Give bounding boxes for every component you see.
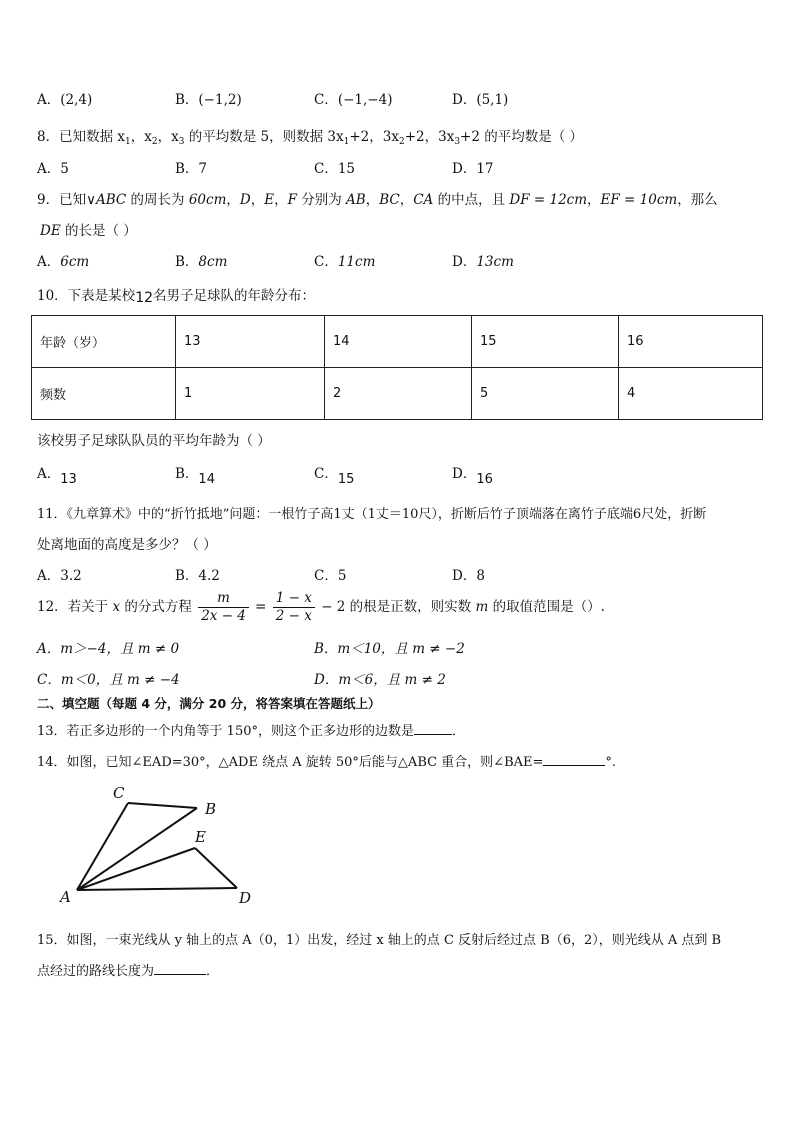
vertex-label-e: E [195,828,206,846]
q10-option-value: 15 [337,472,355,487]
segment-ad [77,888,237,890]
segment-ab [77,808,197,890]
q8-text: +2 的平均数是（ ） [460,129,584,145]
table-row [32,368,763,420]
q9-math: F [287,192,297,208]
q12-text: = [250,599,271,615]
table-cell: 13 [176,316,325,368]
vertex-label-a: A [60,888,71,906]
q9-text: 的周长为 [126,192,189,208]
q9-text: ， [226,192,240,208]
q7-option-d: D．(5,1) [452,92,509,108]
q9-math: 60cm [188,192,227,208]
q12-math: m [475,599,489,615]
q8-text: 的平均数是 5，则数据 3x [184,129,344,145]
age-distribution-table [31,315,763,420]
fraction-denominator: 2 − x [275,608,312,624]
q9-option-label: B． [175,254,199,270]
q9-option-label: D． [452,254,477,270]
q10-option-value: 13 [60,472,77,487]
q12-text: 的分式方程 [120,599,197,615]
q13-text: ． [452,724,466,739]
q9-text: ，那么 [677,192,718,208]
q12-text: − 2 的根是正数，则实数 [316,599,476,615]
q10-number: 12 [135,290,154,306]
q10-option-label: A． [37,466,61,482]
q8-sub: 1 [343,137,350,147]
q9-math: D [239,192,251,208]
q13-question [37,720,465,739]
q10-question: 该校男子足球队队员的平均年龄为（ ） [37,433,271,449]
q7-option-b: B．(−1,2) [175,92,242,108]
q10-intro [37,284,315,306]
q9-text: ， [365,192,380,208]
q10-text: 10．下表是某校 [37,288,136,304]
q12-question [37,590,605,625]
answer-blank [154,962,206,975]
q12-math: x [112,599,121,615]
q8-sub: 1 [125,137,131,147]
q8-text: ，x [157,129,179,145]
q12-option-c: C．m＜0，且 m ≠ −4 [37,672,180,688]
answer-blank [543,753,605,766]
table-cell: 年龄（岁） [32,316,176,368]
q11-option-b: B．4.2 [175,568,220,584]
q8-sub: 3 [454,137,461,147]
q10-option-d [452,462,493,487]
q15-question-line2 [37,960,219,979]
table-cell: 14 [325,316,472,368]
q9-option-b [175,250,227,270]
q9-text: 的长是（ ） [60,223,137,239]
q11-option-a: A．3.2 [37,568,82,584]
q9-math: BC [379,192,400,208]
triangle-figure [55,782,275,907]
q10-option-label: D． [452,466,477,482]
q10-option-c [314,462,355,487]
q15-text: ． [206,964,220,979]
q9-math: E [264,192,275,208]
q14-text: °. [605,755,617,770]
q12-fraction-left [198,590,249,625]
table-row [32,316,763,368]
q9-text: 9．已知 [37,192,87,208]
table-cell: 1 [176,368,325,420]
vertex-label-d: D [239,889,252,907]
q9-option-value: 8cm [198,254,228,270]
q12-option-d: D．m＜6，且 m ≠ 2 [314,672,446,688]
q9-math: EF = 10cm [600,192,678,208]
q9-option-value: 6cm [60,254,90,270]
q10-option-label: B． [175,466,199,482]
q9-question-line1 [37,188,718,208]
q9-option-value: 11cm [337,254,376,270]
q9-math: AB [346,192,366,208]
q8-option-c: C．15 [314,161,356,177]
table-cell: 16 [619,316,763,368]
q11-option-c: C．5 [314,568,347,584]
q8-question [37,125,583,147]
vertex-label-b: B [205,800,217,818]
q9-text: ， [250,192,265,208]
q11-question-line2: 处离地面的高度是多少？（ ） [37,537,217,553]
q9-text: ， [399,192,414,208]
q8-sub: 3 [178,137,185,147]
segment-ed [195,848,237,888]
q11-question-line1: 11．《九章算术》中的“折竹抵地”问题：一根竹子高1丈（1丈＝10尺），折断后竹子顶端落在离竹子底端6尺处，折断 [37,507,707,522]
table-cell: 2 [325,368,472,420]
segment-ae [77,848,195,890]
q10-option-value: 16 [476,472,493,487]
q8-option-b: B．7 [175,161,208,177]
fraction-denominator: 2x − 4 [201,608,246,624]
q9-text: 的中点，且 [433,192,510,208]
q12-text: 的取值范围是（）. [488,599,605,615]
q13-text: 13．若正多边形的一个内角等于 150°，则这个正多边形的边数是 [37,724,414,739]
q10-text: 名男子足球队的年龄分布： [153,288,316,304]
q14-text: 14．如图，已知∠EAD=30°，△ADE 绕点 A 旋转 50°后能与△ABC 重合，则∠BAE= [37,755,544,770]
section-heading: 二、填空题（每题 4 分，满分 20 分，将答案填在答题纸上） [37,696,381,711]
q9-option-label: A． [37,254,61,270]
q9-math: DF = 12cm [509,192,588,208]
q12-option-b: B．m＜10，且 m ≠ −2 [314,641,465,657]
q9-text: ， [587,192,601,208]
table-cell: 4 [619,368,763,420]
q9-math: DE [40,223,61,239]
q9-text: ， [274,192,288,208]
q10-option-label: C． [314,466,338,482]
segment-ac [77,803,128,890]
q8-option-a: A．5 [37,161,69,177]
q8-text: +2，3x [349,129,399,145]
answer-blank [414,722,452,735]
q15-text: 点经过的路线长度为 [37,964,155,979]
fraction-numerator: 1 − x [273,590,315,608]
table-cell: 15 [472,316,619,368]
q12-fraction-right [273,590,315,625]
q9-text: 分别为 [296,192,347,208]
q8-text: ，x [130,129,152,145]
q11-option-d: D．8 [452,568,485,584]
q10-option-value: 14 [198,472,215,487]
q9-math: ∨ABC [86,192,127,208]
q12-text: 12．若关于 [37,599,113,615]
q9-option-label: C． [314,254,338,270]
q10-option-a [37,462,77,487]
q8-text: 8．已知数据 x [37,129,125,145]
q9-option-value: 13cm [476,254,514,270]
q9-math: CA [413,192,434,208]
q8-sub: 2 [151,137,158,147]
q14-question [37,751,616,770]
q15-question-line1: 15．如图，一束光线从 y 轴上的点 A（0，1）出发，经过 x 轴上的点 C 反射后经过点 B（6，2），则光线从 A 点到 B [37,933,722,948]
vertex-label-c: C [113,784,125,802]
q8-sub: 2 [398,137,405,147]
q7-option-c: C．(−1,−4) [314,92,393,108]
q9-option-c [314,250,375,270]
q7-option-a: A．(2,4) [37,92,93,108]
q9-option-a [37,250,89,270]
q8-text: +2，3x [404,129,455,145]
q9-option-d [452,250,514,270]
fraction-numerator: m [198,590,249,608]
q10-option-b [175,462,215,487]
segment-cb [128,803,197,808]
q9-question-line2 [40,219,137,239]
q8-option-d: D．17 [452,161,494,177]
q12-option-a: A．m＞−4，且 m ≠ 0 [37,641,180,657]
table-cell: 5 [472,368,619,420]
table-cell: 频数 [32,368,176,420]
